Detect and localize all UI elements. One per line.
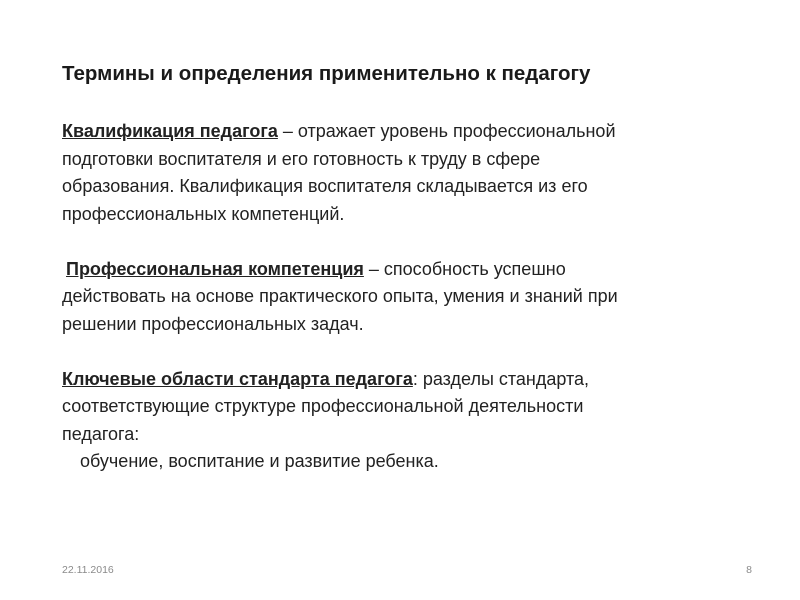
- definition-line: [62, 366, 752, 394]
- definition-text: – способность успешно: [363, 258, 566, 279]
- definition-indented-line: обучение, воспитание и развитие ребенка.: [80, 451, 439, 471]
- definition-line: образования. Квалификация воспитателя складывается из его: [62, 176, 588, 196]
- spacer: [62, 338, 752, 366]
- definition-line: действовать на основе практического опыта, умения и знаний при: [62, 286, 618, 306]
- definition-qualification: [62, 118, 752, 228]
- definition-text: : разделы стандарта,: [412, 368, 590, 389]
- spacer: [62, 228, 752, 256]
- definition-line: решении профессиональных задач.: [62, 313, 364, 334]
- slide-title: Термины и определения применительно к педагогу: [62, 62, 591, 85]
- slide-body: [62, 118, 752, 476]
- definition-line: педагога:: [62, 423, 140, 444]
- page-number: 8: [746, 564, 752, 576]
- definition-competence: [62, 256, 752, 339]
- definition-line: подготовки воспитателя и его готовность к труду в сфере: [62, 148, 541, 169]
- definition-line: [62, 256, 752, 284]
- definition-line: соответствующие структуре профессиональной деятельности: [62, 396, 584, 416]
- definition-standard-areas: [62, 366, 752, 476]
- term-competence: Профессиональная компетенция: [66, 258, 364, 279]
- term-standard-areas: Ключевые области стандарта педагога: [62, 368, 413, 389]
- term-qualification: Квалификация педагога: [62, 121, 278, 141]
- definition-line: [62, 118, 752, 146]
- definition-text: – отражает уровень профессиональной: [277, 121, 616, 141]
- footer-date: 22.11.2016: [62, 564, 114, 576]
- definition-line: профессиональных компетенций.: [62, 203, 345, 224]
